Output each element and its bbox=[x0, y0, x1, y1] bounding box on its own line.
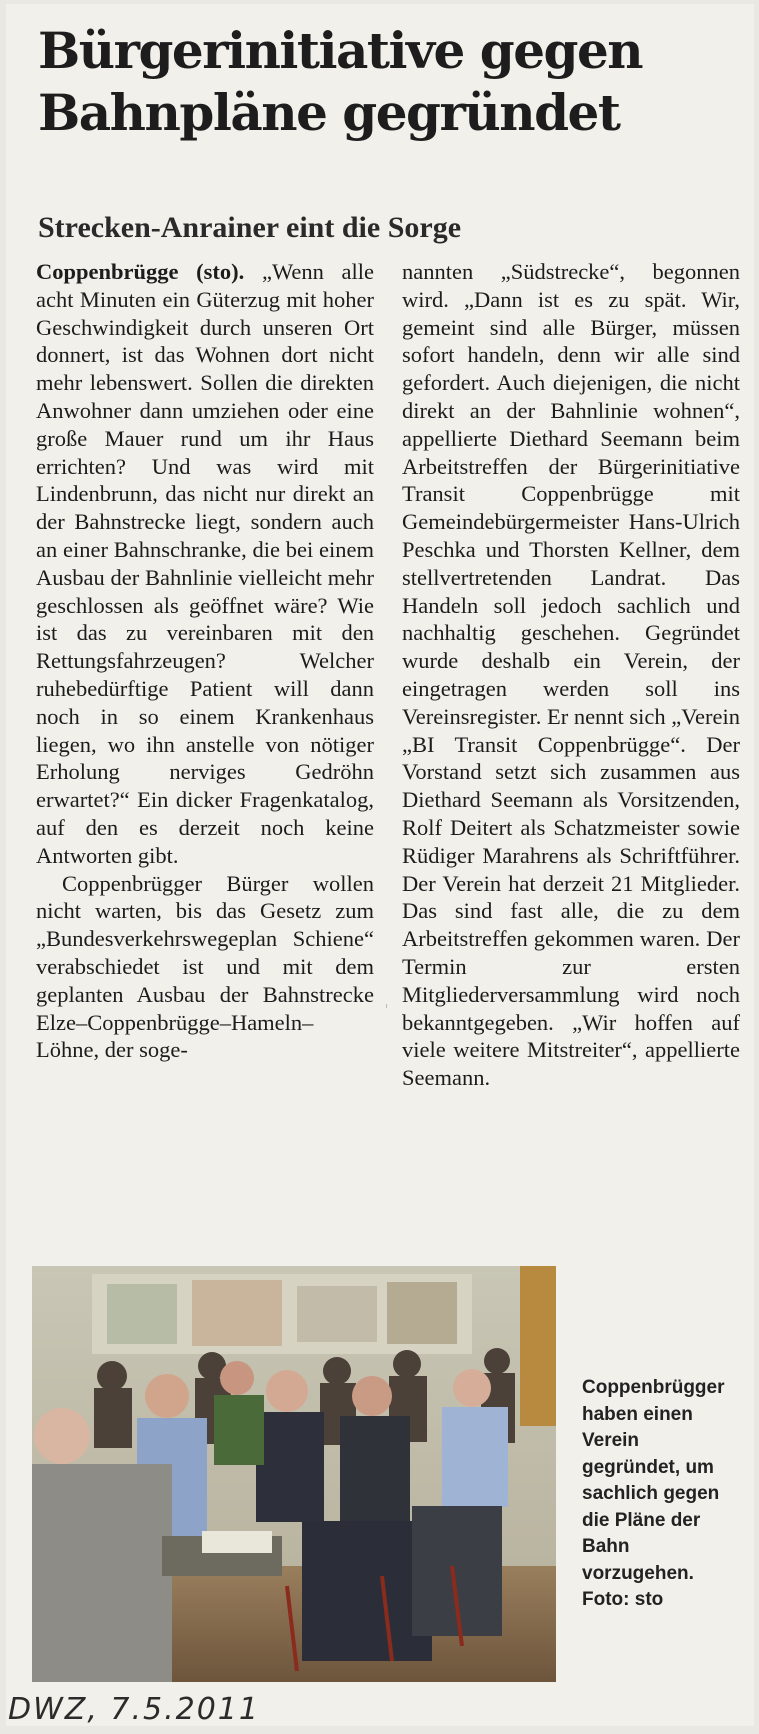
article-headline bbox=[38, 20, 738, 144]
headline-line-2: Bahnpläne gegründet bbox=[38, 83, 620, 142]
photo-caption bbox=[582, 1375, 742, 1614]
caption-text: Coppenbrügger haben einen Verein gegründet, um sachlich gegen die Pläne der Bahn vorzugehen. bbox=[582, 1377, 725, 1584]
paragraph-2-continued: nannten „Südstrecke“, begonnen wird. „Dann ist es zu spät. Wir, gemeint sind alle Bürger, müssen sofort handeln, denn wir alle sind gefordert. Auch diejenigen, die nicht direkt an der Bahnlinie wohnen“, appellierte Diethard Seemann beim Arbeitstreffen der Bürgerinitiative Transit Coppenbrügge mit Gemeindebürgermeister Hans-Ulrich Peschka und Thorsten Kellner, dem stellvertretenden Landrat. Das Handeln soll jedoch sachlich und nachhaltig geschehen. Gegründet wurde deshalb ein Verein, der eingetragen werden soll ins Vereinsregister. Er nennt sich „Verein „BI Transit Coppenbrügge“. Der Vorstand setzt sich zusammen aus Diethard Seemann als Vorsitzenden, Rolf Deitert als Schatzmeister sowie Rüdiger Marahrens als Schriftführer. Der Verein hat derzeit 21 Mitglieder. Das sind fast alle, die zu dem Arbeitstreffen gekommen waren. Der Termin zur ersten Mitgliederversammlung wird noch bekanntgegeben. „Wir hoffen auf viele weitere Mitstreiter“, appellierte Seemann. bbox=[402, 259, 741, 1091]
paragraph-1-text: „Wenn alle acht Minuten ein Güterzug mit hoher Geschwindigkeit durch unseren Ort donnert, ist das Wohnen dort nicht mehr lebenswert. Sollen die direkten Anwohner dann umziehen oder eine große Mauer rund um ihr Haus errichten? Und was wird mit Lindenbrunn, das nicht nur direkt an der Bahnstrecke liegt, sondern auch an einer Bahnschranke, die bei einem Ausbau der Bahnlinie vielleicht mehr geschlossen als geöffnet wäre? Wie ist das zu vereinbaren mit den Rettungsfahrzeugen? Welcher ruhebedürftige Patient will dann noch in so einem Krankenhaus liegen, wo ihn anstelle von nötiger Erholung nerviges Gedröhn erwartet?“ Ein dicker Fragenkatalog, auf den es derzeit noch keine Antworten gibt. bbox=[36, 259, 374, 868]
paragraph-2-start: Coppenbrügger Bürger wollen nicht warten, bis das Gesetz zum „Bundesverkehrswegeplan Schiene“ verabschiedet ist und mit dem geplanten Ausbau der Bahnstrecke Elze–Coppenbrügge–Hameln–Löhne, der soge- bbox=[36, 870, 374, 1063]
divider bbox=[386, 1004, 387, 1008]
headline-line-1: Bürgerinitiative gegen bbox=[38, 21, 643, 80]
text-column-left bbox=[36, 258, 374, 1064]
dateline: Coppenbrügge (sto). bbox=[36, 259, 245, 284]
photo-credit: Foto: sto bbox=[582, 1589, 664, 1610]
meeting-photo bbox=[32, 1266, 556, 1682]
article-subhead: Strecken-Anrainer eint die Sorge bbox=[38, 211, 462, 244]
text-column-right bbox=[402, 258, 740, 1092]
handwritten-note: DWZ, 7.5.2011 bbox=[8, 1692, 260, 1727]
paragraph-1 bbox=[36, 258, 374, 870]
